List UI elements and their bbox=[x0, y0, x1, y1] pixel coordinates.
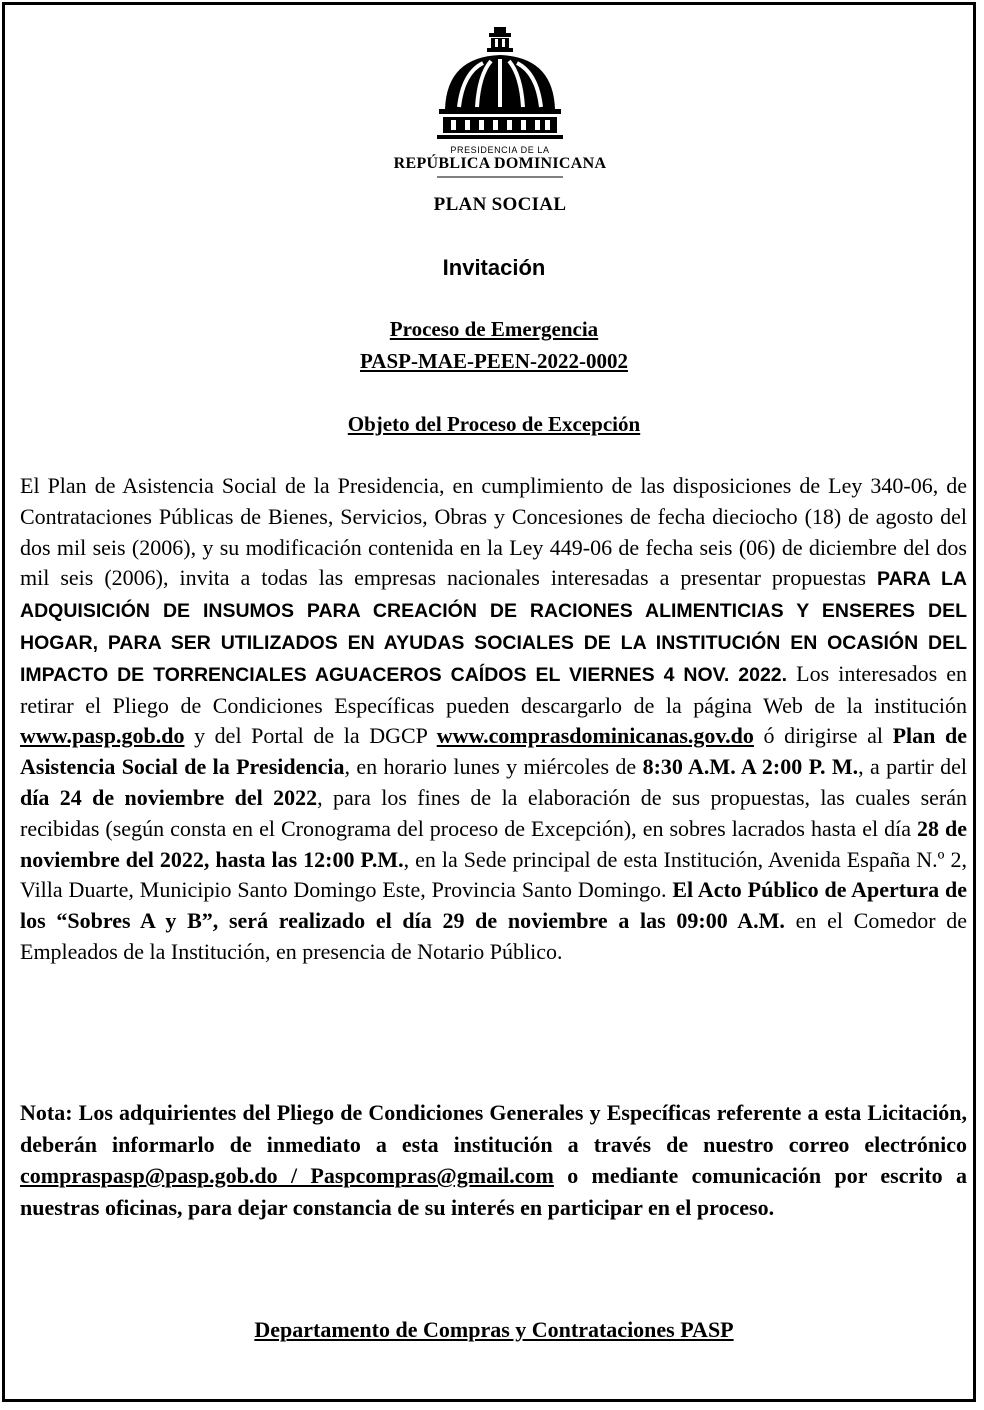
body-text-3: y del Portal de la DGCP bbox=[184, 723, 437, 749]
dgcp-portal-link[interactable]: www.comprasdominicanas.gov.do bbox=[436, 723, 754, 749]
body-bold-deadline: 28 de noviembre del 2022, hasta las 12:00 P.M. bbox=[20, 815, 967, 872]
process-type: Proceso de Emergencia bbox=[389, 317, 599, 341]
logo-line-2: REPÚBLICA DOMINICANA bbox=[393, 155, 607, 172]
body-text-5: , en horario lunes y miércoles de bbox=[344, 754, 643, 780]
body-text-2: Los interesados en retirar el Pliego de Condiciones Específicas pueden descargarlo de la página Web de la institución bbox=[20, 660, 967, 718]
document-frame bbox=[2, 2, 976, 1402]
body-text-8: , en la Sede principal de esta Institución, Avenida España N.º 2, Villa Duarte, Municipio Santo Domingo Este, Provincia Santo Domingo. bbox=[20, 846, 967, 903]
logo-line-3: PLAN SOCIAL bbox=[433, 194, 567, 215]
body-bold-institution: Plan de Asistencia Social de la Presidencia bbox=[20, 723, 967, 780]
body-bold-start-date: día 24 de noviembre del 2022 bbox=[20, 784, 318, 810]
object-heading: Objeto del Proceso de Excepción bbox=[347, 412, 641, 436]
invitation-heading: Invitación bbox=[442, 255, 546, 280]
body-text-7: , para los fines de la elaboración de sus propuestas, las cuales serán recibidas (según consta en el Cronograma del proceso de Excepción), en sobres lacrados hasta el día bbox=[20, 784, 967, 841]
pasp-website-link[interactable]: www.pasp.gob.do bbox=[20, 723, 185, 749]
body-text-1: El Plan de Asistencia Social de la Presidencia, en cumplimiento de las disposiciones de Ley 340-06, de Contrataciones Públicas de Bienes, Servicios, Obras y Concesiones de fecha dieciocho (18) de agosto del dos mil seis (2006), y su modificación contenida en la Ley 449-06 de fecha seis (06) de diciembre del dos mil seis (2006), invita a todas las empresas nacionales interesadas a presentar propuestas bbox=[20, 473, 967, 591]
note-text-2: o mediante comunicación por escrito a nuestras oficinas, para dejar constancia de su interés en participar en el proceso. bbox=[20, 1163, 967, 1220]
body-text-9: en el Comedor de Empleados de la Institución, en presencia de Notario Público. bbox=[20, 908, 967, 964]
body-bold-hours: 8:30 A.M. A 2:00 P. M. bbox=[642, 754, 859, 780]
logo-line-1: PRESIDENCIA DE LA bbox=[450, 145, 550, 155]
dome-emblem bbox=[375, 27, 625, 217]
department-signature: Departamento de Compras y Contrataciones PASP bbox=[254, 1317, 734, 1342]
body-object-caps: PARA LA ADQUISICIÓN DE INSUMOS PARA CREACIÓN DE RACIONES ALIMENTICIAS Y ENSERES DEL HOGAR, PARA SER UTILIZADOS EN AYUDAS SOCIALES DE LA INSTITUCIÓN EN OCASIÓN DEL IMPACTO DE TORRENCIALES AGUACEROS CAÍDOS EL VIERNES 4 NOV. 2022. bbox=[20, 568, 967, 686]
body-text-4: ó dirigirse al bbox=[753, 723, 893, 749]
body-bold-opening-act: El Acto Público de Apertura de los “Sobres A y B”, será realizado el día 29 de noviembre a las 09:00 A.M. bbox=[20, 877, 968, 934]
process-code: PASP-MAE-PEEN-2022-0002 bbox=[360, 349, 628, 373]
note-paragraph bbox=[20, 1097, 967, 1223]
note-emails-link[interactable]: compraspasp@pasp.gob.do / Paspcompras@gmail.com bbox=[20, 1163, 554, 1188]
body-text-6: , a partir del bbox=[858, 754, 968, 780]
body-paragraph bbox=[20, 471, 967, 968]
presidency-logo bbox=[375, 27, 625, 217]
note-text-1: Nota: Los adquirientes del Pliego de Condiciones Generales y Específicas referente a esta Licitación, deberán informarlo de inmediato a esta institución a través de nuestro correo electrónico bbox=[20, 1100, 967, 1157]
